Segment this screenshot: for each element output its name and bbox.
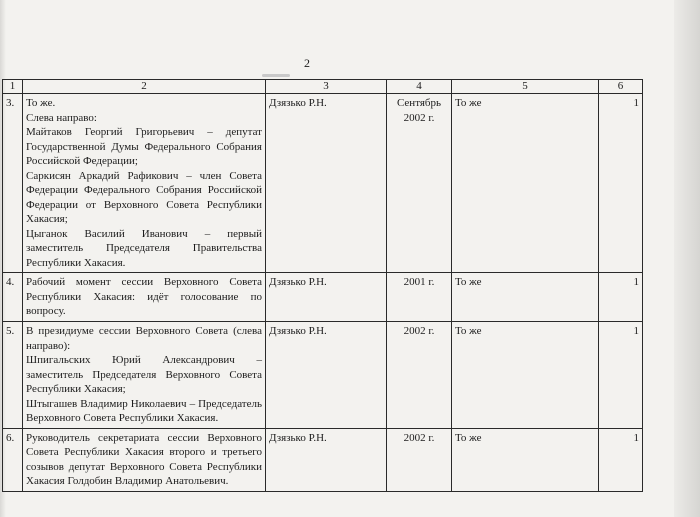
description-line: Саркисян Аркадий Рафикович – член Совета Федерации Федерального Собрания Российской Федерации от Верховного Совета Республики Хакасия; [26, 169, 262, 225]
header-cell: 1 [3, 80, 23, 94]
table-row [3, 94, 643, 273]
item-note: То же [452, 94, 599, 273]
description-line: Рабочий момент сессии Верховного Совета Республики Хакасия: идёт голосование по вопросу. [26, 276, 262, 317]
scan-smudge [262, 74, 290, 77]
header-cell: 5 [452, 80, 599, 94]
item-author: Дзязько Р.Н. [266, 273, 387, 322]
item-number: 3. [3, 94, 23, 273]
header-cell: 3 [266, 80, 387, 94]
item-note: То же [452, 428, 599, 491]
header-cell: 6 [599, 80, 643, 94]
item-date: 2002 г. [387, 322, 452, 429]
description-line: Шпигальских Юрий Александрович – заместитель Председателя Верховного Совета Республики Хакасия; [26, 354, 262, 395]
description-line: Цыганок Василий Иванович – первый заместитель Председателя Правительства Республики Хакасия. [26, 227, 262, 269]
item-date: 2001 г. [387, 273, 452, 322]
item-number: 4. [3, 273, 23, 322]
header-row [3, 80, 643, 94]
description-line: Майтаков Георгий Григорьевич – депутат Государственной Думы Федерального Собрания Российской Федерации; [26, 126, 262, 167]
item-number: 5. [3, 322, 23, 429]
item-date: Сентябрь 2002 г. [387, 94, 452, 273]
item-date: 2002 г. [387, 428, 452, 491]
item-description [23, 428, 266, 491]
item-count: 1 [599, 322, 643, 429]
description-line: Руководитель секретариата сессии Верховного Совета Республики Хакасия второго и третьего созывов депутат Верховного Совета Республики Хакасия Голдобин Владимир Анатольевич. [26, 431, 262, 487]
item-description [23, 322, 266, 429]
item-count: 1 [599, 94, 643, 273]
header-cell: 4 [387, 80, 452, 94]
item-count: 1 [599, 428, 643, 491]
item-author: Дзязько Р.Н. [266, 94, 387, 273]
item-note: То же [452, 322, 599, 429]
item-author: Дзязько Р.Н. [266, 428, 387, 491]
scan-right-edge [674, 0, 700, 517]
item-description [23, 94, 266, 273]
page-number: 2 [304, 56, 310, 70]
item-number: 6. [3, 428, 23, 491]
description-line: В президиуме сессии Верховного Совета (слева направо): [26, 325, 262, 352]
table-row [3, 322, 643, 429]
item-author: Дзязько Р.Н. [266, 322, 387, 429]
item-note: То же [452, 273, 599, 322]
item-description [23, 273, 266, 322]
header-cell: 2 [23, 80, 266, 94]
description-line: Штыгашев Владимир Николаевич – Председатель Верховного Совета Республики Хакасия. [26, 397, 262, 424]
photo-inventory-table [2, 79, 643, 492]
item-count: 1 [599, 273, 643, 322]
table-row [3, 273, 643, 322]
description-line: То же. [26, 97, 56, 109]
table-row [3, 428, 643, 491]
description-line: Слева направо: [26, 111, 97, 124]
